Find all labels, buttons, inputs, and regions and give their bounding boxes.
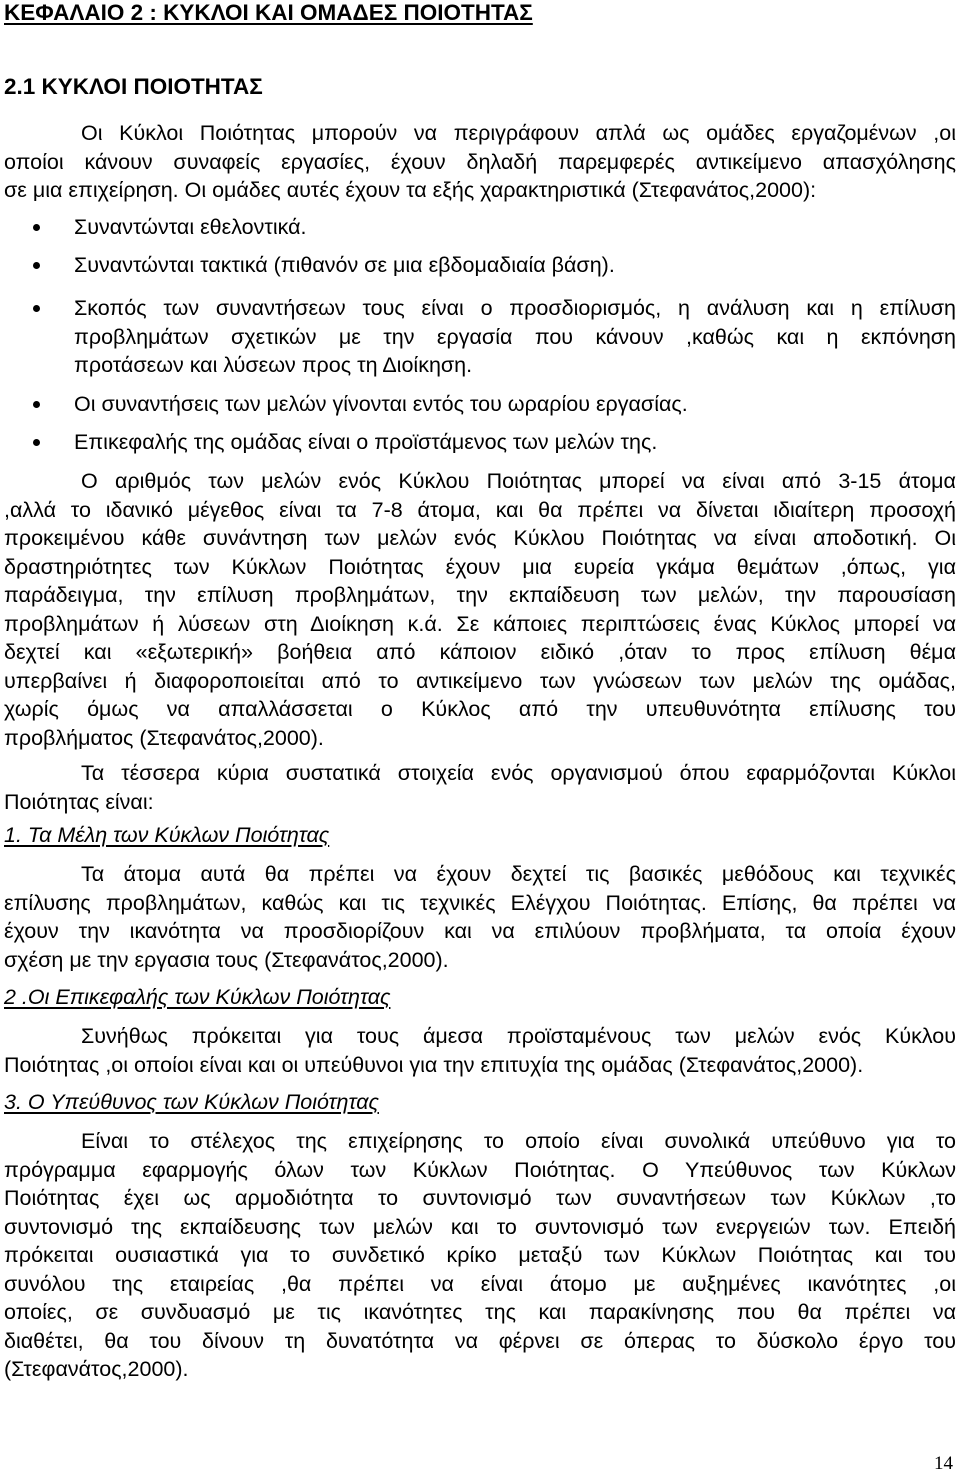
bullet-icon xyxy=(33,224,40,231)
text-line: οποίες, σε συνδυασμό με τις ικανότητες της και παρακίνησης που θα πρέπει να xyxy=(4,1300,956,1324)
list-item-text: Συναντώνται τακτικά (πιθανόν σε μια εβδομαδιαία βάση). xyxy=(74,253,615,277)
list-item-text: Οι συναντήσεις των μελών γίνονται εντός του ωραρίου εργασίας. xyxy=(74,392,688,416)
subsection-title-leaders: 2 .Οι Επικεφαλής των Κύκλων Ποιότητας xyxy=(4,985,391,1009)
text-line: συνόλου της εταιρείας ,θα πρέπει να είναι άτομο με αυξημένες ικανότητες ,οι xyxy=(4,1271,956,1296)
text-line: Τα άτομα αυτά θα πρέπει να έχουν δεχτεί τις βασικές μεθόδους και τεχνικές xyxy=(81,862,956,886)
chapter-title: ΚΕΦΑΛΑΙΟ 2 : ΚΥΚΛΟΙ ΚΑΙ ΟΜΑΔΕΣ ΠΟΙΟΤΗΤΑΣ xyxy=(4,0,533,25)
text-line: ,αλλά το ιδανικό μέγεθος είναι τα 7-8 άτομα, και θα πρέπει να δίνεται ιδιαίτερη προσοχή xyxy=(4,497,956,522)
intro-paragraph xyxy=(4,119,956,205)
text-line: Ο αριθμός των μελών ενός Κύκλου Ποιότητας μπορεί να είναι από 3-15 άτομα xyxy=(81,469,956,493)
text-line: Είναι το στέλεχος της επιχείρησης το οποίο είναι συνολικά υπεύθυνο για το xyxy=(81,1129,956,1153)
list-item-text: Επικεφαλής της ομάδας είναι ο προϊστάμενος των μελών της. xyxy=(74,430,658,454)
text-line: προβλημάτων ή λύσεων στη Διοίκηση κ.ά. Σε κάποιες περιπτώσεις ένας Κύκλος μπορεί να xyxy=(4,611,956,636)
text-line: Ποιότητας ,οι οποίοι είναι και οι υπεύθυνοι για την επιτυχία της ομάδας (Στεφανάτος,2000). xyxy=(4,1052,864,1077)
members-paragraph xyxy=(4,467,956,752)
text-line: προβλημάτων σχετικών με την εργασία που κάνουν ,καθώς και η εκπόνηση xyxy=(74,324,956,349)
list-item-text xyxy=(74,294,956,380)
text-line: επίλυσης προβλημάτων, καθώς και τις τεχνικές Ελέγχου Ποιότητας. Επίσης, θα πρέπει να xyxy=(4,890,956,915)
text-line: συντονισμό της εκπαίδευσης των μελών και το συντονισμό των ενεργειών των. Επειδή xyxy=(4,1214,956,1239)
text-line: Ποιότητας έχει ως αρμοδιότητα το συντονισμό των συναντήσεων των Κύκλων ,το xyxy=(4,1186,956,1210)
text-line: Σκοπός των συναντήσεων τους είναι ο προσδιορισμός, η ανάλυση και η επίλυση xyxy=(74,296,956,320)
text-line: οποίοι κάνουν συναφείς εργασίες, έχουν δηλαδή παρεμφερές αντικείμενο απασχόλησης xyxy=(4,149,956,174)
text-line: προτάσεων και λύσεων προς τη Διοίκηση. xyxy=(74,353,473,377)
text-line: σε μια επιχείρηση. Οι ομάδες αυτές έχουν τα εξής χαρακτηριστικά (Στεφανάτος,2000): xyxy=(4,178,817,202)
leaders-description xyxy=(4,1022,956,1079)
text-line: προβλήματος (Στεφανάτος,2000). xyxy=(4,725,324,750)
bullet-icon xyxy=(33,262,40,269)
text-line: Οι Κύκλοι Ποιότητας μπορούν να περιγράφουν απλά ως ομάδες εργαζομένων ,οι xyxy=(81,121,956,145)
text-line: πρόκειται ουσιαστικά για το συνδετικό κρίκο μεταξύ των Κύκλων Ποιότητας και του xyxy=(4,1243,956,1267)
text-line: Ποιότητας είναι: xyxy=(4,789,154,814)
text-line: υπερβαίνει ή διαφοροποιείται από το αντικείμενο των γνώσεων των μελών της ομάδας, xyxy=(4,668,956,693)
page-number: 14 xyxy=(934,1453,953,1474)
text-line: έχουν την ικανότητα να προσδιορίζουν και να επιλύουν προβλήματα, τα οποία έχουν xyxy=(4,919,956,943)
bullet-icon xyxy=(33,305,40,312)
text-line: διαθέτει, θα του δίνουν τη δυνατότητα να φέρνει σε όπερας το δύσκολο έργο του xyxy=(4,1328,956,1353)
text-line: πρόγραμμα εφαρμογής όλων των Κύκλων Ποιότητας. Ο Υπεύθυνος των Κύκλων xyxy=(4,1157,956,1182)
section-title: 2.1 ΚΥΚΛΟΙ ΠΟΙΟΤΗΤΑΣ xyxy=(4,74,263,99)
coordinator-description xyxy=(4,1127,956,1384)
text-line: σχέση με την εργασια τους (Στεφανάτος,2000). xyxy=(4,947,449,972)
text-line: χωρίς όμως να απαλλάσσεται ο Κύκλος από την υπευθυνότητα επίλυσης του xyxy=(4,697,956,721)
bullet-icon xyxy=(33,401,40,408)
subsection-title-members: 1. Τα Μέλη των Κύκλων Ποιότητας xyxy=(4,823,330,847)
text-line: (Στεφανάτος,2000). xyxy=(4,1357,189,1381)
text-line: Συνήθως πρόκειται για τους άμεσα προϊσταμένους των μελών ενός Κύκλου xyxy=(81,1024,956,1048)
subsection-title-coordinator: 3. Ο Υπεύθυνος των Κύκλων Ποιότητας xyxy=(4,1090,379,1114)
text-line: δραστηριότητες των Κύκλων Ποιότητας έχουν μια ευρεία γκάμα θεμάτων ,όπως, για xyxy=(4,554,956,579)
text-line: παράδειγμα, την επίλυση προβλημάτων, την εκπαίδευση των μελών, την παρουσίαση xyxy=(4,583,956,607)
bullet-icon xyxy=(33,439,40,446)
elements-intro-paragraph xyxy=(4,759,956,816)
text-line: Τα τέσσερα κύρια συστατικά στοιχεία ενός οργανισμού όπου εφαρμόζονται Κύκλοι xyxy=(81,761,956,785)
text-line: προκειμένου κάθε συνάντηση των μελών ενός Κύκλου Ποιότητας να είναι αποδοτική. Οι xyxy=(4,526,956,550)
members-description xyxy=(4,860,956,974)
text-line: δεχτεί και «εξωτερική» βοήθεια από κάποιον ειδικό ,όταν το προς επίλυση θέμα xyxy=(4,640,956,664)
list-item-text: Συναντώνται εθελοντικά. xyxy=(74,215,307,239)
